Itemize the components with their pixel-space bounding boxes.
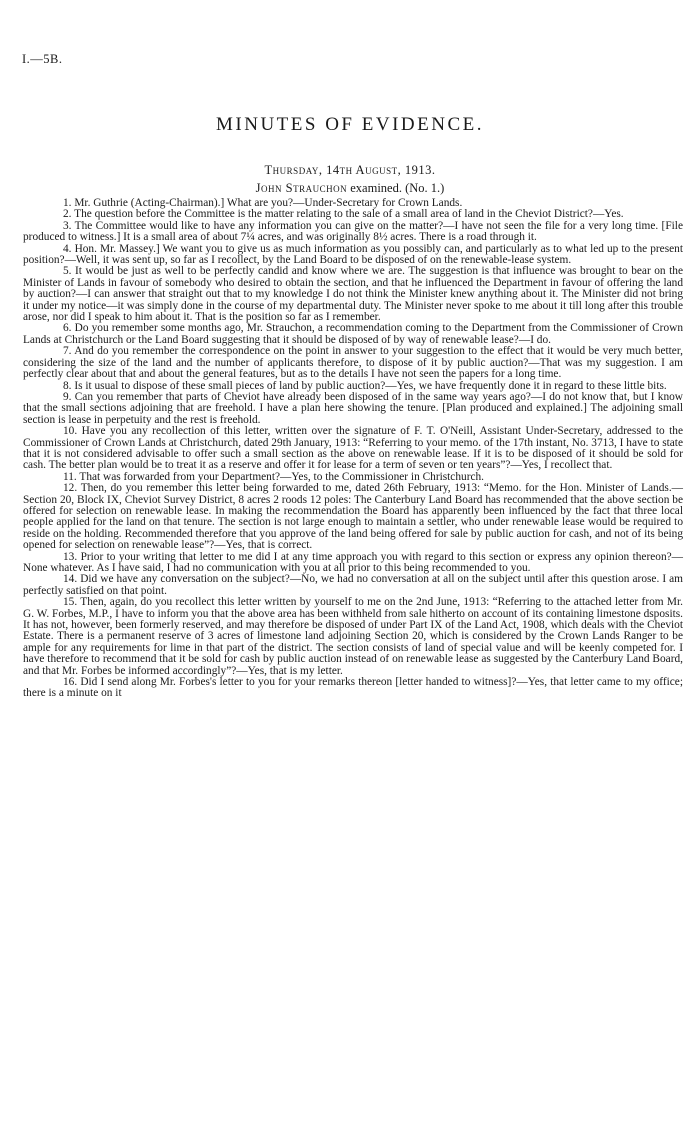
evidence-paragraph: 4. Hon. Mr. Massey.] We want you to give us as much information as you possibly can, and particularly as to what led up to the present position?—Well, it was sent up, so far as I recollect, by the Land Board to be disposed of on the renewable-lease system. bbox=[23, 242, 683, 267]
evidence-paragraph: 6. Do you remember some months ago, Mr. Strauchon, a recommendation coming to the Department from the Commissioner of Crown Lands at Christchurch or the Land Board suggesting that it should be disposed of by way of renewable lease?—I do. bbox=[23, 322, 683, 346]
evidence-paragraph: 3. The Committee would like to have any information you can give on the matter?—I have not seen the file for a very long time. [File produced to witness.] It is a small area of about 7¼ acres, and was originally 8½ acres. There is a road through it. bbox=[23, 219, 683, 244]
evidence-paragraph: 5. It would be just as well to be perfectly candid and know where we are. The suggestion is that influence was brought to bear on the Minister of Lands in favour of somebody who desired to obtain the section, and that he influenced the Department in favour of offering the land by auction?—I can answer that straight out that to my knowledge I do not think the Minister knew anything about it. The Minister did not bring it under my notice—it was simply done in the course of my departmental duty. The Minister never spoke to me about it till long after this trouble arose, nor did I speak to him about it. That is the position so far as I remember. bbox=[23, 265, 683, 324]
hearing-date: Thursday, 14th August, 1913. bbox=[264, 163, 436, 177]
evidence-paragraph: 8. Is it usual to dispose of these small pieces of land by public auction?—Yes, we have frequently done it in regard to these little bits. bbox=[63, 379, 667, 392]
page-reference: I.—5B. bbox=[22, 52, 63, 66]
evidence-paragraph: 14. Did we have any conversation on the subject?—No, we had no conversation at all on the subject until after this question arose. I am perfectly satisfied on that point. bbox=[23, 573, 683, 597]
evidence-paragraph: 11. That was forwarded from your Department?—Yes, to the Commissioner in Christchurch. bbox=[63, 470, 485, 483]
evidence-paragraph: 9. Can you remember that parts of Cheviot have already been disposed of in the same way years ago?—I do not know that, but I know that the small sections adjoining that are freehold. I have a plan here showing the tenure. [Plan produced and explained.] The adjoining small section is lease in perpetuity and the rest is freehold. bbox=[23, 390, 683, 426]
evidence-body bbox=[23, 198, 683, 700]
evidence-paragraph: 2. The question before the Committee is the matter relating to the sale of a small area of land in the Cheviot District?—Yes. bbox=[63, 208, 624, 221]
witness-line bbox=[0, 181, 700, 196]
page-title: MINUTES OF EVIDENCE. bbox=[216, 114, 484, 135]
evidence-paragraph: 12. Then, do you remember this letter being forwarded to me, dated 26th February, 1913: “Memo. for the Hon. Minister of Lands.—Section 20, Block IX, Cheviot Survey District, 8 acres 2 roods 12 poles: The Canterbury Land Board has recommended that the above section be offered for selection on renewable lease. In making the recommendation the Board has apparently been influenced by the fact that three local people applied for the land on that tenure. The section is not large enough to maintain a settler, who under renewable lease would be required to reside on the holding. Recommended therefore that you approve of the land being offered for sale by public auction for cash, and not of its being opened for selection on renewable lease”?—Yes, that is correct. bbox=[23, 482, 683, 552]
witness-name: John Strauchon bbox=[255, 181, 348, 195]
evidence-paragraph: 1. Mr. Guthrie (Acting-Chairman).] What are you?—Under-Secretary for Crown Lands. bbox=[63, 197, 463, 209]
witness-status: examined. (No. 1.) bbox=[347, 181, 445, 195]
evidence-paragraph: 15. Then, again, do you recollect this letter written by yourself to me on the 2nd June, 1913: “Referring to the attached letter from Mr. G. W. Forbes, M.P., I have to inform you that the above area has been withheld from sale hitherto on account of its containing limestone dsposits. It has not, however, been formerly reserved, and may therefore be disposed of under Part IX of the Land Act, 1908, which deals with the Cheviot Estate. There is a permanent reserve of 3 acres of limestone land adjoining Section 20, which is considered by the Crown Lands Ranger to be ample for any requirements for lime in that part of the district. The section consists of land of special value and will be keenly competed for. I have therefore to recommend that it be sold for cash by public auction instead of on renewable lease as suggested by the Canterbury Land Board, and that Mr. Forbes be informed accordingly”?—Yes, that is my letter. bbox=[23, 596, 683, 677]
evidence-paragraph: 13. Prior to your writing that letter to me did I at any time approach you with regard to this section or express any opinion thereon?—None whatever. As I have said, I had no communication with you at all prior to this being recommended to you. bbox=[23, 550, 683, 574]
evidence-paragraph: 10. Have you any recollection of this letter, written over the signature of F. T. O'Neill, Assistant Under-Secretary, addressed to the Commissioner of Crown Lands at Christchurch, dated 29th January, 1913: “Referring to your memo. of the 17th instant, No. 3713, I have to state that it is not considered advisable to offer such a small section as the above on renewable lease. If it is to be disposed of it should be sold for cash. The better plan would be to treat it as a reserve and offer it for lease for a term of seven or ten years”?—Yes, I recollect that. bbox=[23, 425, 683, 472]
evidence-paragraph: 7. And do you remember the correspondence on the point in answer to your suggestion to the effect that it would be very much better, considering the size of the land and the number of applicants therefore, to dispose of it by public auction?—That was my suggestion. I am perfectly clear about that and about the general features, but as to the details I have not seen the papers for a long time. bbox=[23, 345, 683, 381]
evidence-paragraph: 16. Did I send along Mr. Forbes's letter to you for your remarks thereon [letter handed to witness]?—Yes, that letter came to my office; there is a minute on it bbox=[23, 676, 683, 700]
